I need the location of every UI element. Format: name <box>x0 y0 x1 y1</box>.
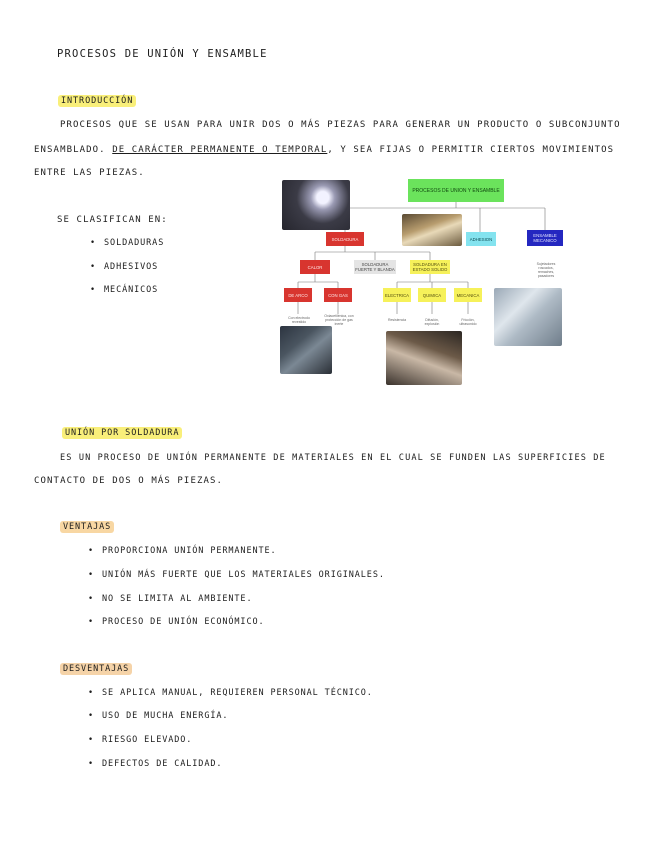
diagram-electrica: ELECTRICA <box>383 288 411 302</box>
list-item: • SE APLICA MANUAL, REQUIEREN PERSONAL TÉCNICO. <box>88 688 373 698</box>
diagram-root: PROCESOS DE UNION Y ENSAMBLE <box>408 179 504 202</box>
diagram-note-mecanica: Fricción, ultrasonido <box>459 318 477 326</box>
list-item: • RIESGO ELEVADO. <box>88 735 192 745</box>
diagram-fuerte-blanda: SOLDADURA FUERTE Y BLANDA <box>355 262 395 272</box>
desventajas-heading <box>60 664 132 674</box>
diagram-mecanica: MECANICA <box>454 288 482 302</box>
process-diagram <box>280 176 570 388</box>
list-item: • SOLDADURAS <box>90 238 164 248</box>
desventajas-heading-text: DESVENTAJAS <box>60 663 132 675</box>
diagram-gas: CON GAS <box>324 288 352 302</box>
soldadura-heading-text: UNIÓN POR SOLDADURA <box>62 427 182 439</box>
classify-label: SE CLASIFICAN EN: <box>57 215 168 225</box>
screws-photo <box>402 214 462 246</box>
intro-line-1: PROCESOS QUE SE USAN PARA UNIR DOS O MÁS PIEZAS PARA GENERAR UN PRODUCTO O SUBCONJUNTO <box>60 120 621 130</box>
list-item: • ADHESIVOS <box>90 262 158 272</box>
list-item: • DEFECTOS DE CALIDAD. <box>88 759 222 769</box>
diagram-arco: DE ARCO <box>284 288 312 302</box>
list-item: • PROCESO DE UNIÓN ECONÓMICO. <box>88 617 265 627</box>
intro-line-2 <box>34 145 614 155</box>
soldadura-line-2: CONTACTO DE DOS O MÁS PIEZAS. <box>34 476 224 486</box>
diagram-note-arco: Con electrodo revestido <box>288 316 310 324</box>
list-item: • MECÁNICOS <box>90 285 158 295</box>
bolt-photo <box>494 288 562 346</box>
page-title: PROCESOS DE UNIÓN Y ENSAMBLE <box>57 48 268 60</box>
ventajas-heading-text: VENTAJAS <box>60 521 114 533</box>
soldadura-line-1: ES UN PROCESO DE UNIÓN PERMANENTE DE MATERIALES EN EL CUAL SE FUNDEN LAS SUPERFICIES DE <box>60 453 606 463</box>
list-item: • USO DE MUCHA ENERGÍA. <box>88 711 228 721</box>
intro-line-2b: DE CARÁCTER PERMANENTE O TEMPORAL <box>112 145 328 155</box>
diagram-soldadura: SOLDADURA <box>326 232 364 246</box>
intro-heading <box>58 96 136 106</box>
soldadura-heading <box>62 428 182 438</box>
diagram-note-gas: Oxiacetilénica, con protección de gas inerte <box>324 314 354 326</box>
intro-line-3: ENTRE LAS PIEZAS. <box>34 168 145 178</box>
diagram-adhesion: ADHESION <box>466 232 496 246</box>
welder-photo <box>280 326 332 374</box>
diagram-note-electrica: Resistencia <box>387 318 407 322</box>
diagram-ensamble: ENSAMBLE MECANICO <box>527 230 563 246</box>
welding-photo <box>282 180 350 230</box>
intro-line-2a: ENSAMBLADO. <box>34 145 113 155</box>
list-item: • PROPORCIONA UNIÓN PERMANENTE. <box>88 546 277 556</box>
diagram-estado-solido: SOLDADURA EN ESTADO SOLIDO <box>410 260 450 274</box>
list-item: • NO SE LIMITA AL AMBIENTE. <box>88 594 252 604</box>
diagram-quimica: QUIMICA <box>418 288 446 302</box>
ventajas-heading <box>60 522 114 532</box>
diagram-note-quimica: Difusión, explosión <box>424 318 440 326</box>
torch-photo <box>386 331 462 385</box>
intro-heading-text: INTRODUCCIÓN <box>58 95 136 107</box>
diagram-calor: CALOR <box>300 260 330 274</box>
list-item: • UNIÓN MÁS FUERTE QUE LOS MATERIALES ORIGINALES. <box>88 570 385 580</box>
diagram-note-ensamble: Sujetadores roscados, remaches, pasadores <box>536 262 556 278</box>
intro-line-2c: , Y SEA FIJAS O PERMITIR CIERTOS MOVIMIENTOS <box>327 145 615 155</box>
